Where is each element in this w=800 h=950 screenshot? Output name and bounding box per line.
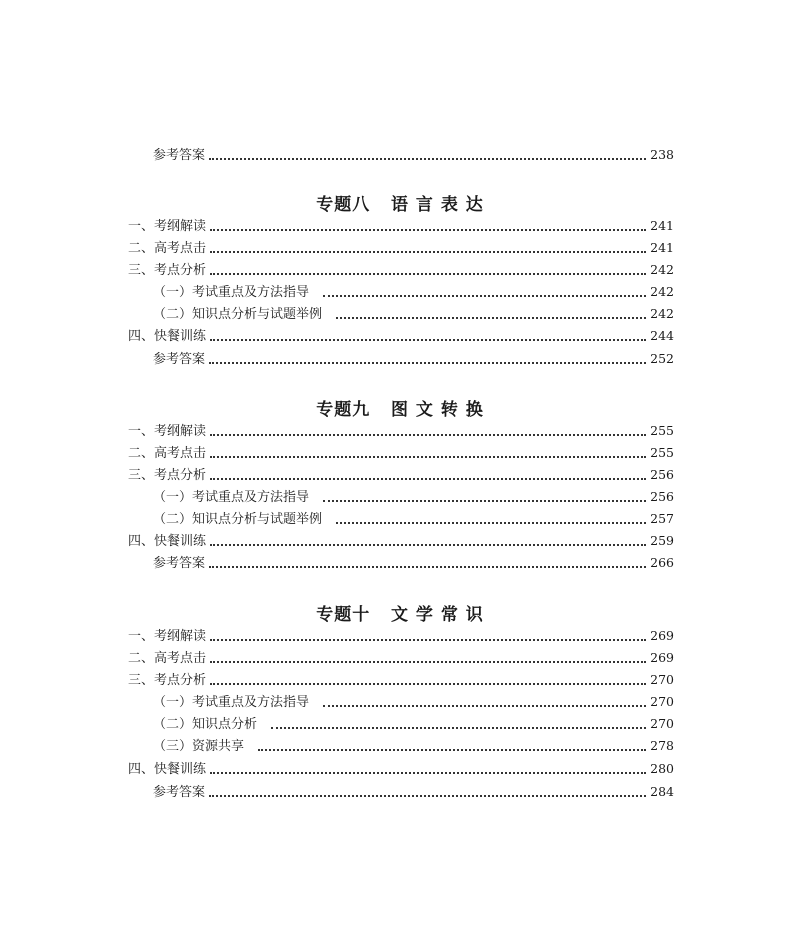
toc-entry-page: 252 bbox=[650, 351, 674, 366]
toc-entry-label: 参考答案 bbox=[153, 785, 206, 800]
toc-entry-page: 238 bbox=[650, 147, 674, 162]
toc-entry-label: 参考答案 bbox=[153, 352, 206, 367]
section-heading: 专题八 语 言 表 达 bbox=[316, 195, 484, 215]
toc-entry-label: （三）资源共享 bbox=[153, 739, 245, 754]
toc-entry-page: 278 bbox=[650, 738, 674, 753]
toc-entry bbox=[153, 736, 674, 756]
toc-entry-page: 242 bbox=[650, 262, 674, 277]
toc-leader-dots bbox=[209, 361, 646, 364]
toc-entry bbox=[153, 349, 674, 369]
toc-leader-dots bbox=[210, 771, 646, 774]
toc-leader-dots bbox=[210, 682, 646, 685]
toc-entry bbox=[153, 714, 674, 734]
toc-entry-page: 270 bbox=[650, 716, 674, 731]
toc-leader-dots bbox=[323, 499, 646, 502]
toc-entry-label: 二、高考点击 bbox=[128, 446, 207, 461]
toc-entry-label: （一）考试重点及方法指导 bbox=[153, 490, 310, 505]
toc-entry-page: 266 bbox=[650, 555, 674, 570]
toc-entry-label: 四、快餐训练 bbox=[128, 534, 207, 549]
toc-leader-dots bbox=[271, 726, 646, 729]
toc-entry-page: 259 bbox=[650, 533, 674, 548]
toc-entry bbox=[153, 553, 674, 573]
toc-entry-label: 参考答案 bbox=[153, 556, 206, 571]
toc-entry bbox=[153, 487, 674, 507]
toc-entry-label: （二）知识点分析与试题举例 bbox=[153, 512, 323, 527]
toc-entry-label: （二）知识点分析 bbox=[153, 717, 258, 732]
toc-leader-dots bbox=[209, 565, 646, 568]
toc-entry bbox=[153, 692, 674, 712]
toc-entry bbox=[128, 670, 674, 690]
toc-entry-label: （二）知识点分析与试题举例 bbox=[153, 307, 323, 322]
toc-entry bbox=[128, 421, 674, 441]
toc-leader-dots bbox=[209, 157, 646, 160]
toc-entry-label: 四、快餐训练 bbox=[128, 762, 207, 777]
toc-entry bbox=[128, 260, 674, 280]
toc-entry bbox=[128, 531, 674, 551]
toc-entry-label: 一、考纲解读 bbox=[128, 629, 207, 644]
toc-entry-page: 284 bbox=[650, 784, 674, 799]
toc-entry-label: 三、考点分析 bbox=[128, 673, 207, 688]
toc-entry-page: 255 bbox=[650, 423, 674, 438]
toc-entry-label: 三、考点分析 bbox=[128, 263, 207, 278]
toc-entry-page: 269 bbox=[650, 650, 674, 665]
toc-entry-label: 参考答案 bbox=[153, 148, 206, 163]
toc-entry-page: 270 bbox=[650, 694, 674, 709]
toc-entry-page: 256 bbox=[650, 489, 674, 504]
toc-entry-page: 241 bbox=[650, 240, 674, 255]
toc-entry-label: 三、考点分析 bbox=[128, 468, 207, 483]
toc-entry-page: 280 bbox=[650, 761, 674, 776]
toc-leader-dots bbox=[323, 704, 646, 707]
toc-entry-label: 四、快餐训练 bbox=[128, 329, 207, 344]
toc-entry bbox=[128, 759, 674, 779]
toc-entry-page: 269 bbox=[650, 628, 674, 643]
toc-entry bbox=[153, 304, 674, 324]
toc-leader-dots bbox=[210, 433, 646, 436]
toc-leader-dots bbox=[323, 294, 646, 297]
toc-entry bbox=[128, 326, 674, 346]
toc-entry bbox=[128, 443, 674, 463]
toc-entry bbox=[128, 465, 674, 485]
toc-entry-label: 一、考纲解读 bbox=[128, 424, 207, 439]
toc-leader-dots bbox=[210, 228, 646, 231]
toc-leader-dots bbox=[210, 338, 646, 341]
toc-leader-dots bbox=[336, 316, 646, 319]
toc-entry-label: （一）考试重点及方法指导 bbox=[153, 285, 310, 300]
toc-entry-page: 255 bbox=[650, 445, 674, 460]
toc-leader-dots bbox=[210, 272, 646, 275]
toc-entry-page: 256 bbox=[650, 467, 674, 482]
toc-entry bbox=[128, 216, 674, 236]
toc-entry-label: 一、考纲解读 bbox=[128, 219, 207, 234]
toc-entry-page: 242 bbox=[650, 284, 674, 299]
toc-entry-label: （一）考试重点及方法指导 bbox=[153, 695, 310, 710]
toc-leader-dots bbox=[210, 250, 646, 253]
toc-leader-dots bbox=[210, 660, 646, 663]
toc-leader-dots bbox=[210, 455, 646, 458]
toc-leader-dots bbox=[210, 477, 646, 480]
toc-leader-dots bbox=[210, 638, 646, 641]
toc-entry-label: 二、高考点击 bbox=[128, 651, 207, 666]
toc-entry-page: 270 bbox=[650, 672, 674, 687]
toc-entry bbox=[153, 145, 674, 165]
section-heading: 专题十 文 学 常 识 bbox=[316, 605, 484, 625]
toc-entry-label: 二、高考点击 bbox=[128, 241, 207, 256]
toc-entry-page: 257 bbox=[650, 511, 674, 526]
toc-entry bbox=[153, 282, 674, 302]
section-heading: 专题九 图 文 转 换 bbox=[316, 400, 484, 420]
toc-leader-dots bbox=[209, 794, 646, 797]
toc-leader-dots bbox=[210, 543, 646, 546]
toc-entry bbox=[128, 238, 674, 258]
toc-leader-dots bbox=[258, 748, 646, 751]
toc-entry bbox=[153, 782, 674, 802]
toc-entry-page: 244 bbox=[650, 328, 674, 343]
toc-leader-dots bbox=[336, 521, 646, 524]
toc-entry bbox=[128, 626, 674, 646]
toc-entry bbox=[153, 509, 674, 529]
toc-entry-page: 241 bbox=[650, 218, 674, 233]
toc-entry-page: 242 bbox=[650, 306, 674, 321]
toc-entry bbox=[128, 648, 674, 668]
